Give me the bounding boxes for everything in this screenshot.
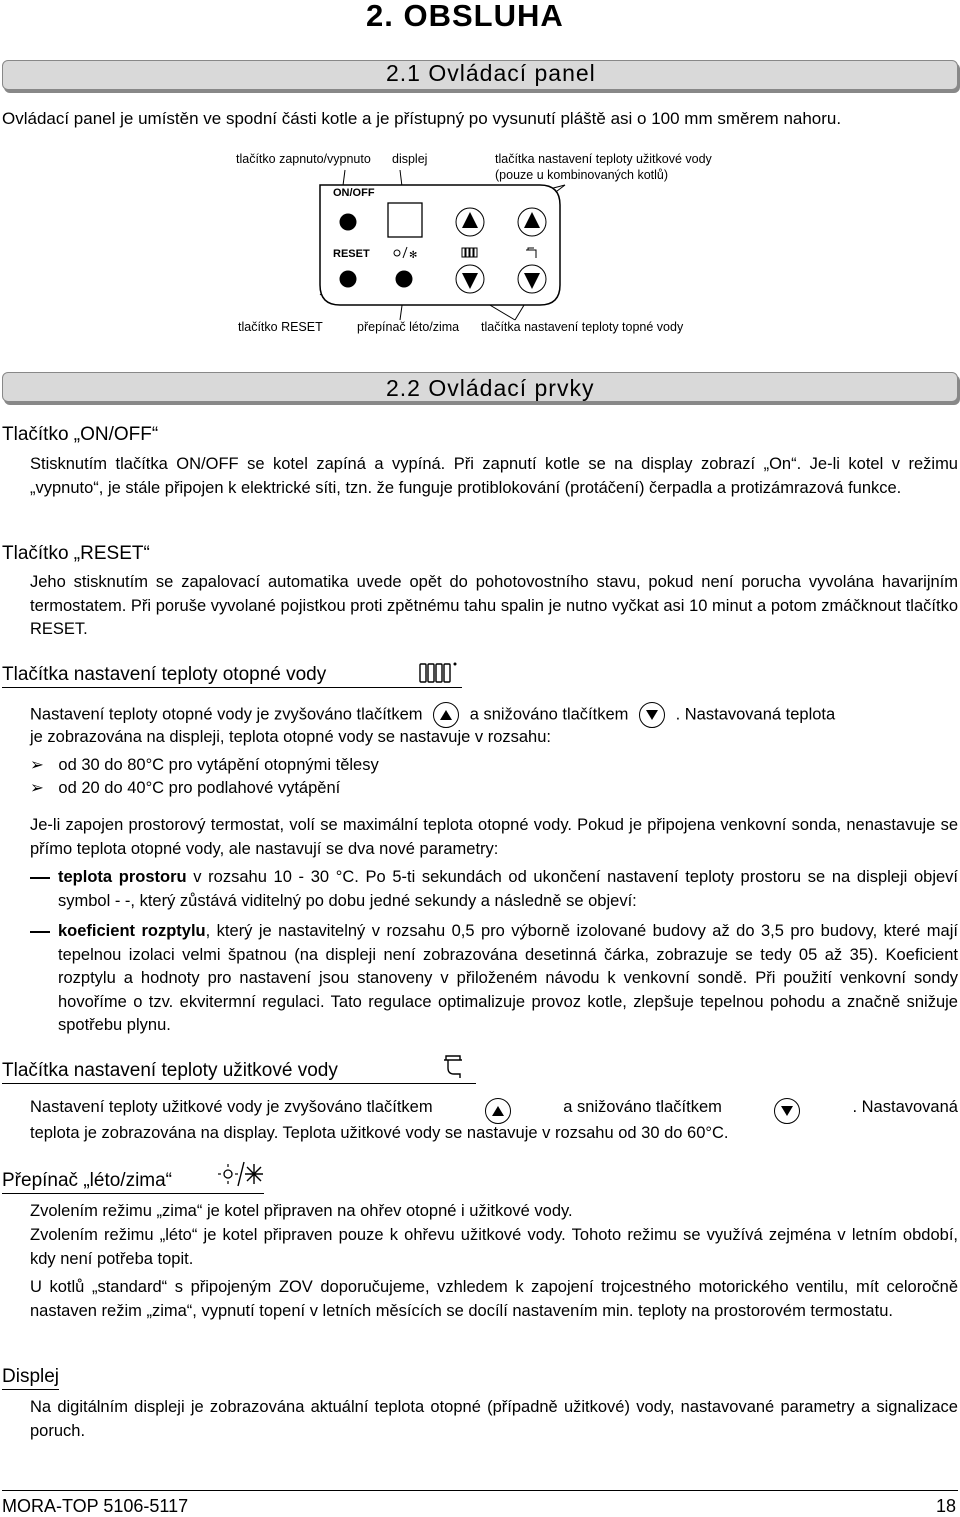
display-text: Na digitálním displeji je zobrazována aktuální teplota otopné (případně užitkové) vody, nastavované parametry a signalizace poruch. [30,1398,958,1440]
label-display: displej [392,152,428,166]
label-dhw-note: (pouze u kombinovaných kotlů) [495,168,669,182]
up-arrow-icon [485,1098,511,1124]
section-title: 2.2 Ovládací prvky [386,375,595,401]
list-item-text: od 30 do 80°C pro vytápění otopnými tělesy [58,756,379,774]
heating-line1-b: a snižováno tlačítkem [469,705,629,724]
dash-bullet [30,877,50,879]
footer-divider [2,1490,958,1491]
season-p1: Zvolením režimu „zima“ je kotel připraven na ohřev otopné i užitkové vody. [30,1202,573,1220]
up-arrow-icon [433,702,459,728]
arrow-bullet-icon: ➢ [30,779,44,797]
param-room-temp-text: v rozsahu 10 - 30 °C. Po 5-ti sekundách od ukončení nastavení teploty prostoru se na displeji objeví symbol - -, který zůstává viditelný po dobu jedné sekundy a následně se objeví: [58,868,959,910]
label-heating-buttons: tlačítka nastavení teploty topné vody [481,320,684,334]
label-onoff-button: tlačítko zapnuto/vypnuto [236,152,371,166]
heating-line1-a: Nastavení teploty otopné vody je zvyšováno tlačítkem [30,705,423,724]
onoff-text: Stisknutím tlačítka ON/OFF se kotel zapíná a vypíná. Při zapnutí kotle se na display zobrazí „On“. Je-li kotel v režimu „vypnuto“, je stále připojen k elektrické síti, tzn. že funguje protiblokování (protáčení) čerpadla a protizámrazová funkce. [30,455,958,497]
display-heading: Displej [2,1366,59,1390]
list-item-text: od 20 do 40°C pro podlahové vytápění [58,779,341,797]
down-arrow-icon [774,1098,800,1124]
label-season-switch: přepínač léto/zima [357,320,460,334]
heating-heading [2,664,462,688]
radiator-icon [418,660,462,686]
heating-line2: je zobrazována na displeji, teplota otopné vody se nastavuje v rozsahu: [30,728,551,746]
intro-text: Ovládací panel je umístěn ve spodní části kotle a je přístupný po vysunutí pláště asi o 100 mm směrem nahoru. [2,109,842,128]
label-dhw-buttons: tlačítka nastavení teploty užitkové vody [495,152,712,166]
dhw-line1 [30,1098,958,1124]
season-heading-text: Přepínač „léto/zima“ [2,1170,173,1191]
dhw-line2: teplota je zobrazována na display. Teplota užitkové vody se nastavuje v rozsahu od 30 do 60°C. [30,1124,729,1142]
dash-bullet [30,931,50,933]
chapter-title: 2. OBSLUHA [366,0,564,33]
reset-panel-label: RESET [333,248,370,260]
heating-line1-c: . Nastavovaná teplota [675,705,836,724]
sun-snow-icon [218,1160,264,1190]
section-title: 2.1 Ovládací panel [386,60,596,86]
dhw-heading [2,1060,476,1084]
footer-model: MORA-TOP 5106-5117 [2,1496,189,1516]
reset-heading: Tlačítko „RESET“ [2,543,150,564]
dhw-heading-text: Tlačítka nastavení teploty užitkové vody [2,1060,338,1081]
onoff-heading: Tlačítko „ON/OFF“ [2,424,159,445]
down-arrow-icon [639,702,665,728]
param-room-temp-label: teplota prostoru [58,868,187,886]
heating-paragraph: Je-li zapojen prostorový termostat, volí se maximální teplota otopné vody. Pokud je připojena venkovní sonda, nenastavuje se přímo teplota otopné vody, ale nastavují se dva nové parametry: [30,816,958,858]
season-p2: Zvolením režimu „léto“ je kotel připraven pouze k ohřevu užitkové vody. Tohoto režimu se využívá zejména v letním období, kdy není potřeba topit. [30,1226,958,1268]
dhw-line1-b: a snižováno tlačítkem [563,1098,722,1116]
param-coefficient-label: koeficient rozptylu [58,922,206,940]
param-coefficient [30,920,958,1038]
dhw-line1-c: . Nastavovaná [852,1098,958,1116]
arrow-bullet-icon: ➢ [30,756,44,774]
param-room-temp [30,866,958,913]
label-reset-button: tlačítko RESET [238,320,323,334]
heating-heading-text: Tlačítka nastavení teploty otopné vody [2,664,327,685]
heating-line1 [30,702,835,728]
list-item [30,777,450,800]
tap-icon [440,1052,470,1082]
onoff-panel-label: ON/OFF [333,187,375,199]
page-number: 18 [935,1496,956,1516]
dhw-line1-a: Nastavení teploty užitkové vody je zvyšováno tlačítkem [30,1098,433,1116]
svg-text:✻: ✻ [409,250,418,261]
season-p3: U kotlů „standard“ s připojeným ZOV doporučujeme, vzhledem k zapojení trojcestného motorického ventilu, mít celoročně nastaven režim „zima“, vypnutí topení v letních měsících se docílí nastavením min. teploty na prostorovém termostatu. [30,1278,958,1320]
list-item [30,754,450,777]
param-coefficient-text: , který je nastavitelný v rozsahu 0,5 pro výborně izolované budovy až do 3,5 pro budovy, které mají tepelnou izolaci velmi špatnou (na displeji není zobrazována desetinná čárka, zobrazuje se tedy 05 až 35). Koeficient rozptylu a hodnoty pro nastavení jsou stanoveny v přiloženém návodu k venkovní sondě. Při použití venkovní sondy hovoříme o tzv. ekvitermní regulaci. Tato regulace optimalizuje provoz kotle, zlepšuje tepelnou pohodu a značně snižuje spotřebu plynu. [58,922,958,1034]
reset-text: Jeho stisknutím se zapalovací automatika uvede opět do pohotovostního stavu, pokud není porucha vyvolána havarijním termostatem. Při poruše vyvolané pojistkou proti zpětnému tahu spalin je nutno vyčkat asi 10 minut a potom zmáčknout tlačítko RESET. [30,573,958,638]
